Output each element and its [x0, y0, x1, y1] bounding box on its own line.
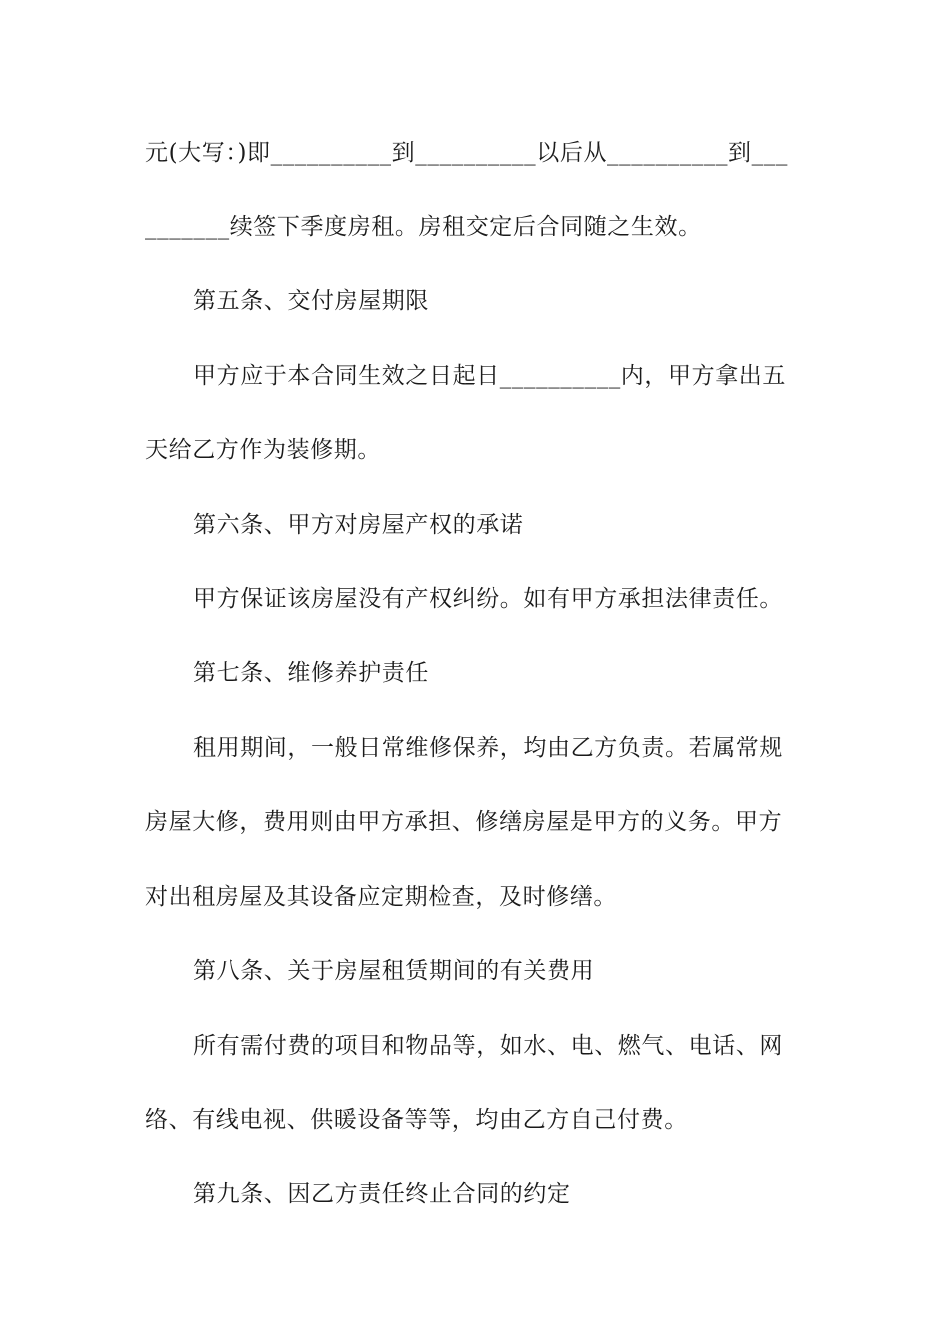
paragraph-line-fees-1: 所有需付费的项目和物品等，如水、电、燃气、电话、网 [193, 1033, 783, 1059]
paragraph-line-renewal: _______续签下季度房租。房租交定后合同随之生效。 [145, 214, 702, 240]
article-8-heading: 第八条、关于房屋租赁期间的有关费用 [193, 958, 595, 984]
article-6-heading: 第六条、甲方对房屋产权的承诺 [193, 512, 524, 538]
paragraph-line-rent-payment: 元(大写：)即__________到__________以后从__________到___ [145, 140, 788, 166]
article-9-heading: 第九条、因乙方责任终止合同的约定 [193, 1181, 571, 1207]
paragraph-line-maintenance-1: 租用期间，一般日常维修保养，均由乙方负责。若属常规 [193, 735, 783, 761]
paragraph-line-property-rights: 甲方保证该房屋没有产权纠纷。如有甲方承担法律责任。 [193, 586, 783, 612]
paragraph-line-maintenance-3: 对出租房屋及其设备应定期检查，及时修缮。 [145, 884, 617, 910]
article-5-heading: 第五条、交付房屋期限 [193, 288, 429, 314]
paragraph-line-maintenance-2: 房屋大修，费用则由甲方承担、修缮房屋是甲方的义务。甲方 [145, 809, 783, 835]
paragraph-line-fees-2: 络、有线电视、供暖设备等等，均由乙方自己付费。 [145, 1107, 688, 1133]
article-7-heading: 第七条、维修养护责任 [193, 660, 429, 686]
paragraph-line-decoration-period: 天给乙方作为装修期。 [145, 437, 381, 463]
paragraph-line-delivery: 甲方应于本合同生效之日起日__________内，甲方拿出五 [193, 363, 786, 389]
